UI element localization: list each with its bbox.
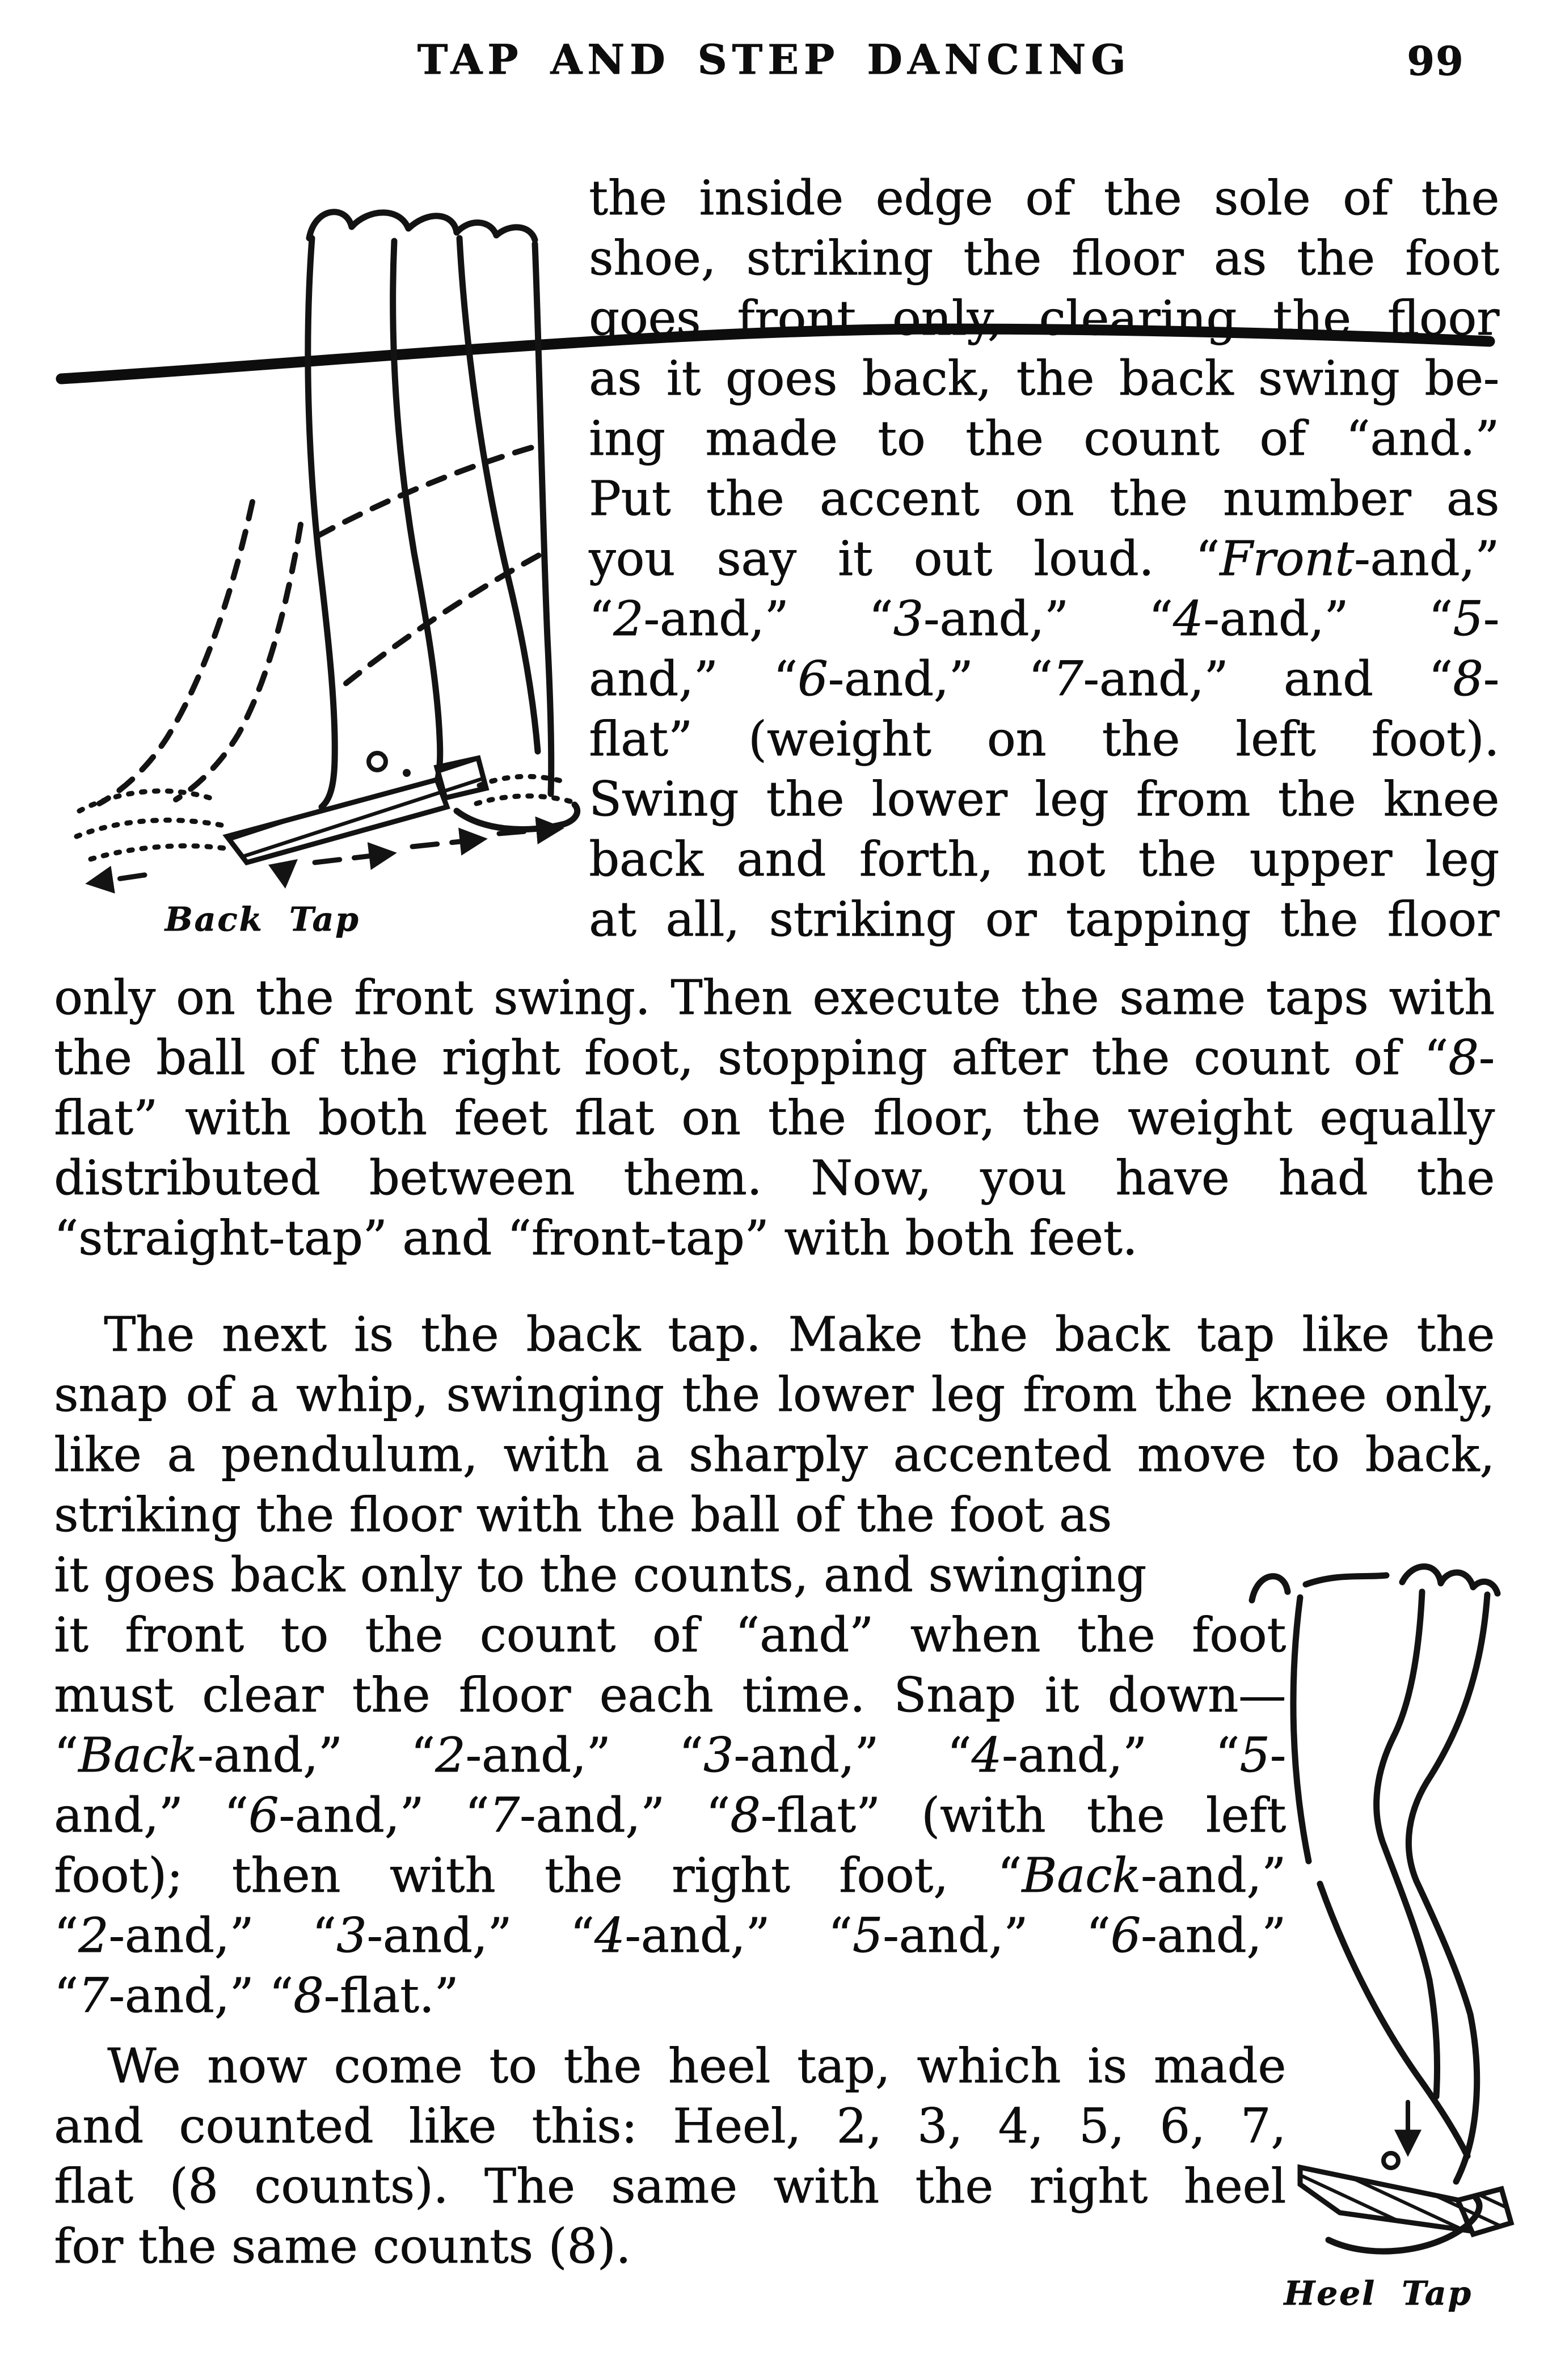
text-line: you say it out loud. “Front-and,”	[589, 531, 1499, 586]
text-line: and,” “6-and,” “7-and,” “8-flat” (with the left	[54, 1787, 1286, 1843]
figure-back-tap	[60, 184, 590, 939]
text-line: at all, striking or tapping the floor	[589, 891, 1499, 947]
heel-tap-caption: Heel Tap	[1284, 2274, 1473, 2313]
back-tap-illustration	[60, 184, 590, 899]
text-line: distributed between them. Now, you have had the	[54, 1150, 1495, 1206]
text-line: foot); then with the right foot, “Back-and,”	[54, 1848, 1286, 1903]
text-line: like a pendulum, with a sharply accented move to back,	[54, 1427, 1495, 1482]
text-line: The next is the back tap. Make the back tap like the	[104, 1307, 1495, 1362]
text-line: it front to the count of “and” when the foot	[54, 1607, 1286, 1663]
text-line: flat” with both feet flat on the floor, the weight equally	[54, 1090, 1495, 1145]
text-line: flat (8 counts). The same with the right heel	[54, 2158, 1286, 2214]
text-line: as it goes back, the back swing be-	[589, 350, 1499, 406]
text-line: We now come to the heel tap, which is made	[107, 2038, 1286, 2094]
text-line: Put the accent on the number as	[589, 471, 1499, 526]
text-line: the ball of the right foot, stopping after the count of “8-	[54, 1030, 1495, 1085]
page-number: 99	[1407, 37, 1465, 84]
text-line: “2-and,” “3-and,” “4-and,” “5-and,” “6-and,”	[54, 1908, 1287, 1963]
text-line: “7-and,” “8-flat.”	[54, 1968, 459, 2023]
text-line: only on the front swing. Then execute the same taps with	[54, 970, 1495, 1025]
text-line: Swing the lower leg from the knee	[589, 771, 1499, 827]
text-line: shoe, striking the floor as the foot	[589, 230, 1499, 286]
paragraph-1-full-width	[54, 967, 1495, 1268]
paragraph-1-wrapped-column	[589, 168, 1499, 949]
text-line: goes front only, clearing the floor	[589, 290, 1499, 346]
text-line: “Back-and,” “2-and,” “3-and,” “4-and,” “5-	[54, 1727, 1287, 1783]
text-line: it goes back only to the counts, and swinging	[54, 1547, 1146, 1603]
text-line: the inside edge of the sole of the	[589, 170, 1499, 226]
text-line: “straight-tap” and “front-tap” with both feet.	[54, 1210, 1138, 1266]
text-line: flat” (weight on the left foot).	[589, 711, 1499, 767]
text-line: for the same counts (8).	[54, 2218, 631, 2274]
paragraph-2-full-width	[54, 1304, 1495, 1485]
text-line: and,” “6-and,” “7-and,” and “8-	[589, 651, 1499, 707]
back-tap-caption: Back Tap	[164, 900, 360, 939]
text-line: back and forth, not the upper leg	[589, 831, 1499, 887]
text-line: striking the floor with the ball of the foot as	[54, 1487, 1112, 1542]
text-line: and counted like this: Heel, 2, 3, 4, 5, 6, 7,	[54, 2098, 1286, 2154]
text-line: ing made to the count of “and.”	[589, 411, 1499, 466]
text-line: must clear the floor each time. Snap it down—	[54, 1667, 1286, 1723]
paragraph-2-wrapped-column	[54, 1485, 1286, 2026]
text-line: snap of a whip, swinging the lower leg from the knee only,	[54, 1367, 1495, 1422]
page-title: TAP AND STEP DANCING	[417, 35, 1131, 83]
paragraph-3-wrapped-column	[54, 2036, 1286, 2276]
text-line: “2-and,” “3-and,” “4-and,” “5-	[589, 591, 1500, 646]
